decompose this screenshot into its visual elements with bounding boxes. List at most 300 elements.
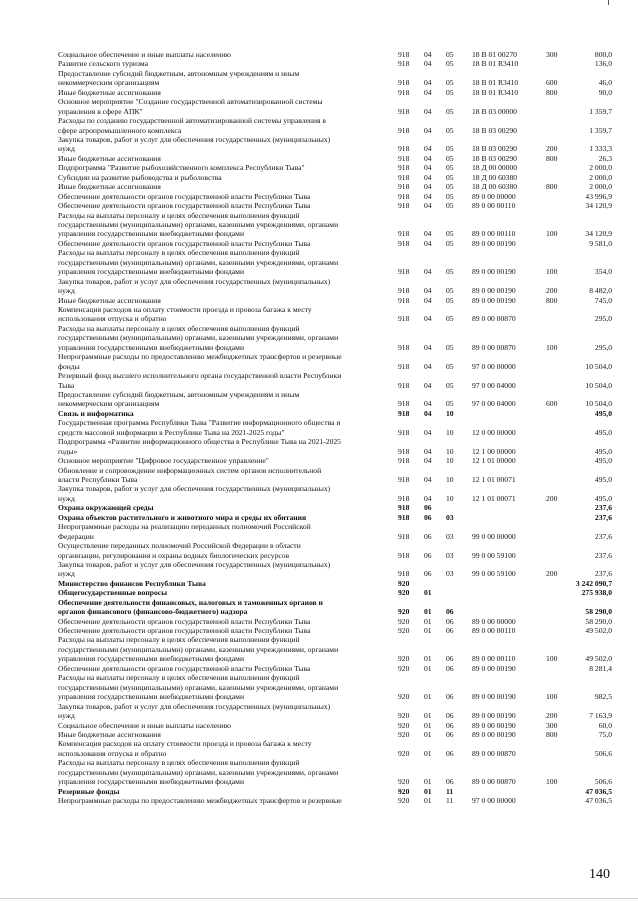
code-subsection: 05 <box>446 361 454 371</box>
amount: 75,0 <box>598 729 612 739</box>
code-subsection: 10 <box>446 408 454 418</box>
row-name-line: Тыва <box>58 380 75 390</box>
code-subsection: 06 <box>446 692 454 702</box>
amount: 982,5 <box>594 692 612 702</box>
code-target-article: 89 0 00 00190 <box>472 729 516 739</box>
row-name <box>58 163 388 172</box>
code-subsection: 06 <box>446 654 454 664</box>
code-section: 04 <box>424 380 432 390</box>
amount: 506,6 <box>594 748 612 758</box>
row-name <box>58 598 388 617</box>
code-section: 04 <box>424 163 432 173</box>
row-name <box>58 59 388 68</box>
code-ved: 918 <box>398 125 410 135</box>
code-subsection: 03 <box>446 512 454 522</box>
row-name-line: Осуществление переданных полномочий Российской Федерации в области <box>58 541 301 551</box>
row-name-line: организации, регулирования и охраны водных биологических ресурсов <box>58 550 290 560</box>
code-ved: 920 <box>398 607 410 617</box>
amount: 1 359,7 <box>589 106 612 116</box>
amount: 2 000,0 <box>589 172 612 182</box>
code-section: 06 <box>424 503 432 513</box>
code-expense-type: 800 <box>546 87 558 97</box>
row-name-line: сфере агропромышленного комплекса <box>58 125 182 135</box>
code-ved: 918 <box>398 550 410 560</box>
table-row <box>0 163 638 172</box>
code-expense-type: 200 <box>546 144 558 154</box>
row-name-line: некоммерческим организациям <box>58 78 160 88</box>
amount: 47 036,5 <box>585 796 612 806</box>
table-row <box>0 617 638 626</box>
code-subsection: 03 <box>446 550 454 560</box>
code-target-article: 89 0 00 00110 <box>472 201 516 211</box>
code-subsection: 05 <box>446 201 454 211</box>
row-name-line: Обеспечение деятельности органов государственной власти Республики Тыва <box>58 616 311 626</box>
row-name <box>58 787 388 796</box>
table-row <box>0 59 638 68</box>
code-section: 04 <box>424 125 432 135</box>
code-subsection: 05 <box>446 314 454 324</box>
code-ved: 920 <box>398 626 410 636</box>
row-name-line: Закупка товаров, работ и услуг для обеспечения государственных (муниципальных) <box>58 134 331 144</box>
code-subsection: 05 <box>446 182 454 192</box>
code-target-article: 18 В 03 00000 <box>472 106 517 116</box>
table-row <box>0 201 638 210</box>
table-row <box>0 787 638 796</box>
table-row <box>0 371 638 390</box>
code-expense-type: 200 <box>546 286 558 296</box>
table-row <box>0 239 638 248</box>
code-target-article: 18 Д 00 60380 <box>472 182 518 192</box>
row-name-line: Общегосударственные вопросы <box>58 588 168 598</box>
table-row <box>0 211 638 239</box>
row-name-line: Расходы на выплаты персоналу в целях обеспечения выполнения функций <box>58 635 300 645</box>
amount: 34 120,9 <box>585 229 612 239</box>
code-expense-type: 300 <box>546 50 558 59</box>
code-section: 04 <box>424 144 432 154</box>
row-name-line: Расходы на выплаты персоналу в целях обеспечения выполнения функций <box>58 673 300 683</box>
row-name-line: Закупка товаров, работ и услуг для обеспечения государственных (муниципальных) <box>58 276 331 286</box>
code-ved: 918 <box>398 531 410 541</box>
code-section: 01 <box>424 796 432 806</box>
code-ved: 918 <box>398 512 410 522</box>
code-subsection: 05 <box>446 229 454 239</box>
row-name <box>58 739 388 758</box>
code-ved: 918 <box>398 474 410 484</box>
table-row <box>0 484 638 503</box>
table-row <box>0 513 638 522</box>
code-section: 01 <box>424 720 432 730</box>
code-ved: 920 <box>398 720 410 730</box>
code-section: 04 <box>424 87 432 97</box>
row-name <box>58 513 388 522</box>
code-expense-type: 800 <box>546 295 558 305</box>
row-name <box>58 201 388 210</box>
table-row <box>0 154 638 163</box>
code-section: 04 <box>424 295 432 305</box>
table-row <box>0 248 638 276</box>
row-name-line: Предоставление субсидий бюджетным, автономным учреждениям и иным <box>58 389 300 399</box>
row-name-line: органов финансового (финансово-бюджетного) надзора <box>58 607 248 617</box>
row-name-line: Развитие сельского туризма <box>58 59 148 69</box>
code-section: 01 <box>424 607 432 617</box>
amount: 9 581,0 <box>589 238 612 248</box>
row-name-line: Непрограммные расходы по предоставлению межбюджетных трансфертов и резервные <box>58 796 342 806</box>
amount: 237,6 <box>594 531 612 541</box>
row-name-line: управления государственными внебюджетными фондами <box>58 267 245 277</box>
amount: 58 290,0 <box>585 616 612 626</box>
amount: 1 333,3 <box>589 144 612 154</box>
row-name-line: Социальное обеспечение и иные выплаты населению <box>58 50 231 59</box>
row-name-line: Подпрограмма «Развитие информационного общества в Республике Тыва на 2021-2025 <box>58 437 341 447</box>
row-name-line: средств массовой информации в Республике Тыва на 2021-2025 годы" <box>58 427 285 437</box>
code-target-article: 89 0 00 00190 <box>472 286 516 296</box>
row-name-line: Обеспечение деятельности органов государственной власти Республики Тыва <box>58 201 311 211</box>
code-target-article: 89 0 00 00190 <box>472 295 516 305</box>
code-ved: 918 <box>398 191 410 201</box>
row-name-line: нужд <box>58 286 75 296</box>
row-name-line: Закупка товаров, работ и услуг для обеспечения государственных (муниципальных) <box>58 701 331 711</box>
row-name <box>58 522 388 541</box>
code-target-article: 89 0 00 00190 <box>472 692 516 702</box>
code-ved: 918 <box>398 201 410 211</box>
amount: 60,0 <box>598 720 612 730</box>
row-name-line: Обеспечение деятельности органов государственной власти Республики Тыва <box>58 191 311 201</box>
code-ved: 918 <box>398 106 410 116</box>
code-subsection: 05 <box>446 380 454 390</box>
row-name-line: управления государственными внебюджетными фондами <box>58 342 245 352</box>
code-section: 01 <box>424 777 432 787</box>
amount: 237,6 <box>594 512 612 522</box>
code-section: 04 <box>424 59 432 69</box>
code-target-article: 99 0 00 59100 <box>472 550 516 560</box>
row-name <box>58 248 388 276</box>
row-name-line: использования отпуска и обратно <box>58 748 167 758</box>
row-name <box>58 626 388 635</box>
code-ved: 918 <box>398 50 410 59</box>
code-target-article: 97 0 00 00000 <box>472 796 516 806</box>
code-expense-type: 100 <box>546 654 558 664</box>
code-ved: 918 <box>398 144 410 154</box>
code-ved: 918 <box>398 229 410 239</box>
row-name <box>58 721 388 730</box>
code-ved: 918 <box>398 456 410 466</box>
row-name-line: Государственная программа Республики Тыва "Развитие информационного общества и <box>58 418 341 428</box>
code-subsection: 05 <box>446 172 454 182</box>
row-name-line: государственными (муниципальными) органами, казенными учреждениями, органами <box>58 219 339 229</box>
row-name-line: Закупка товаров, работ и услуг для обеспечения государственных (муниципальных) <box>58 484 331 494</box>
code-ved: 920 <box>398 692 410 702</box>
row-name <box>58 456 388 465</box>
code-subsection: 05 <box>446 267 454 277</box>
amount: 43 996,9 <box>585 191 612 201</box>
row-name-line: управления государственными внебюджетными фондами <box>58 229 245 239</box>
code-ved: 918 <box>398 59 410 69</box>
row-name-line: Предоставление субсидий бюджетным, автономным учреждениям и иным <box>58 68 300 78</box>
table-row <box>0 135 638 154</box>
code-section: 04 <box>424 191 432 201</box>
code-subsection: 10 <box>446 427 454 437</box>
code-expense-type: 100 <box>546 692 558 702</box>
code-expense-type: 100 <box>546 342 558 352</box>
table-row <box>0 97 638 116</box>
table-row <box>0 409 638 418</box>
code-target-article: 18 В 03 00290 <box>472 144 517 154</box>
amount: 237,6 <box>594 569 612 579</box>
table-row <box>0 437 638 456</box>
code-section: 04 <box>424 314 432 324</box>
code-target-article: 18 Д 00 00000 <box>472 163 518 173</box>
table-row <box>0 721 638 730</box>
row-name-line: Иные бюджетные ассигнования <box>58 87 161 97</box>
amount: 47 036,5 <box>585 786 612 796</box>
code-ved: 918 <box>398 163 410 173</box>
row-name-line: Резервный фонд высшего исполнительного органа государственной власти Республики <box>58 371 342 381</box>
row-name-line: Расходы на выплаты персоналу в целях обеспечения выполнения функций <box>58 323 300 333</box>
row-name-line: государственными (муниципальными) органами, казенными учреждениями, органами <box>58 257 339 267</box>
code-target-article: 89 0 00 00190 <box>472 238 516 248</box>
code-section: 04 <box>424 201 432 211</box>
code-target-article: 89 0 00 00870 <box>472 314 516 324</box>
row-name-line: Обеспечение деятельности финансовых, налоговых и таможенных органов и <box>58 597 323 607</box>
code-subsection: 10 <box>446 474 454 484</box>
table-row <box>0 758 638 786</box>
table-row <box>0 702 638 721</box>
code-ved: 920 <box>398 616 410 626</box>
row-name <box>58 173 388 182</box>
row-name-line: Охрана объектов растительного и животного мира и среды их обитания <box>58 512 307 522</box>
row-name-line: управления государственными внебюджетными фондами <box>58 777 245 787</box>
code-target-article: 89 0 00 00110 <box>472 654 516 664</box>
amount: 495,0 <box>594 427 612 437</box>
row-name-line: Иные бюджетные ассигнования <box>58 295 161 305</box>
amount: 49 502,0 <box>585 654 612 664</box>
code-expense-type: 300 <box>546 720 558 730</box>
code-section: 01 <box>424 654 432 664</box>
row-name-line: нужд <box>58 493 75 503</box>
code-ved: 918 <box>398 295 410 305</box>
row-name <box>58 154 388 163</box>
code-ved: 920 <box>398 777 410 787</box>
code-ved: 920 <box>398 654 410 664</box>
row-name-line: нужд <box>58 569 75 579</box>
row-name-line: Федерации <box>58 531 94 541</box>
scan-edge-line <box>0 898 638 899</box>
row-name <box>58 277 388 296</box>
row-name <box>58 579 388 588</box>
code-ved: 918 <box>398 172 410 182</box>
row-name <box>58 192 388 201</box>
row-name <box>58 296 388 305</box>
row-name-line: управления в сфере АПК" <box>58 106 143 116</box>
row-name <box>58 796 388 805</box>
code-ved: 918 <box>398 267 410 277</box>
code-target-article: 89 0 00 00870 <box>472 342 516 352</box>
table-row <box>0 598 638 617</box>
code-ved: 920 <box>398 729 410 739</box>
code-subsection: 06 <box>446 663 454 673</box>
amount: 237,6 <box>594 503 612 513</box>
code-section: 04 <box>424 172 432 182</box>
row-name-line: Непрограммные расходы по предоставлению межбюджетных трансфертов и резервные <box>58 352 342 362</box>
code-target-article: 99 0 00 00000 <box>472 531 516 541</box>
table-row <box>0 296 638 305</box>
row-name <box>58 305 388 324</box>
code-section: 01 <box>424 692 432 702</box>
table-row <box>0 352 638 371</box>
row-name <box>58 503 388 512</box>
amount: 495,0 <box>594 493 612 503</box>
code-target-article: 97 0 00 04000 <box>472 380 516 390</box>
amount: 46,0 <box>598 78 612 88</box>
code-subsection: 06 <box>446 729 454 739</box>
row-name-line: Обеспечение деятельности органов государственной власти Республики Тыва <box>58 626 311 636</box>
code-ved: 918 <box>398 153 410 163</box>
amount: 2 000,0 <box>589 182 612 192</box>
amount: 745,0 <box>594 295 612 305</box>
code-target-article: 18 Д 00 60380 <box>472 172 518 182</box>
table-row <box>0 69 638 88</box>
code-section: 01 <box>424 711 432 721</box>
code-ved: 918 <box>398 446 410 456</box>
row-name-line: годы» <box>58 446 78 456</box>
code-target-article: 89 0 00 00110 <box>472 626 516 636</box>
table-row <box>0 192 638 201</box>
amount: 295,0 <box>594 342 612 352</box>
table-row <box>0 522 638 541</box>
code-target-article: 12 1 01 00000 <box>472 456 516 466</box>
code-ved: 920 <box>398 786 410 796</box>
code-subsection: 05 <box>446 163 454 173</box>
code-target-article: 18 В 01 R3410 <box>472 78 519 88</box>
amount: 3 242 090,7 <box>575 578 612 588</box>
table-row <box>0 730 638 739</box>
row-name <box>58 437 388 456</box>
code-ved: 920 <box>398 748 410 758</box>
code-subsection: 05 <box>446 238 454 248</box>
row-name-line: Обеспечение деятельности органов государственной власти Республики Тыва <box>58 663 311 673</box>
row-name-line: Расходы на выплаты персоналу в целях обеспечения выполнения функций <box>58 758 300 768</box>
amount: 136,0 <box>594 59 612 69</box>
code-section: 04 <box>424 427 432 437</box>
code-target-article: 89 0 00 00000 <box>472 191 516 201</box>
row-name-line: нужд <box>58 711 75 721</box>
row-name <box>58 211 388 239</box>
code-ved: 918 <box>398 493 410 503</box>
code-subsection: 05 <box>446 191 454 201</box>
code-ved: 918 <box>398 380 410 390</box>
row-name-line: Непрограммные расходы на реализацию переданных полномочий Российской <box>58 522 311 532</box>
code-subsection: 05 <box>446 144 454 154</box>
row-name <box>58 371 388 390</box>
row-name <box>58 182 388 191</box>
row-name-line: Компенсация расходов на оплату стоимости проезда и провоза багажа к месту <box>58 739 312 749</box>
table-row <box>0 503 638 512</box>
code-section: 04 <box>424 267 432 277</box>
code-target-article: 89 0 00 00190 <box>472 663 516 673</box>
row-name-line: некоммерческим организациям <box>58 399 160 409</box>
code-section: 04 <box>424 493 432 503</box>
row-name-line: нужд <box>58 144 75 154</box>
amount: 800,0 <box>594 50 612 59</box>
row-name-line: Иные бюджетные ассигнования <box>58 729 161 739</box>
table-row <box>0 739 638 758</box>
code-subsection: 06 <box>446 616 454 626</box>
code-ved: 918 <box>398 569 410 579</box>
row-name-line: Основное мероприятие "Создание государственной автоматизированной системы <box>58 97 323 107</box>
code-ved: 920 <box>398 588 410 598</box>
code-section: 04 <box>424 182 432 192</box>
table-row <box>0 541 638 560</box>
table-row <box>0 588 638 597</box>
code-subsection: 10 <box>446 493 454 503</box>
row-name <box>58 541 388 560</box>
row-name <box>58 617 388 626</box>
code-ved: 918 <box>398 408 410 418</box>
table-row <box>0 277 638 296</box>
code-ved: 918 <box>398 182 410 192</box>
code-section: 04 <box>424 286 432 296</box>
code-section: 01 <box>424 626 432 636</box>
row-name <box>58 88 388 97</box>
code-ved: 920 <box>398 711 410 721</box>
code-subsection: 05 <box>446 106 454 116</box>
code-section: 01 <box>424 588 432 598</box>
code-ved: 918 <box>398 314 410 324</box>
code-ved: 920 <box>398 578 410 588</box>
row-name <box>58 635 388 663</box>
code-subsection: 05 <box>446 286 454 296</box>
row-name <box>58 560 388 579</box>
row-name-line: Связь и информатика <box>58 408 134 418</box>
row-name-line: Основное мероприятие "Цифровое государственное управление" <box>58 456 269 466</box>
code-target-article: 18 В 03 00290 <box>472 125 517 135</box>
code-subsection: 10 <box>446 446 454 456</box>
budget-table <box>0 50 638 805</box>
table-row <box>0 626 638 635</box>
code-section: 01 <box>424 786 432 796</box>
code-target-article: 89 0 00 00110 <box>472 229 516 239</box>
table-row <box>0 456 638 465</box>
table-row <box>0 88 638 97</box>
table-row <box>0 173 638 182</box>
row-name-line: Обновление и сопровождение информационных систем органов исполнительной <box>58 465 322 475</box>
row-name-line: Расходы по созданию государственной автоматизированной системы управления в <box>58 116 326 126</box>
amount: 10 504,0 <box>585 380 612 390</box>
code-subsection: 05 <box>446 59 454 69</box>
table-row <box>0 466 638 485</box>
code-section: 04 <box>424 238 432 248</box>
code-expense-type: 200 <box>546 711 558 721</box>
row-name-line: Иные бюджетные ассигнования <box>58 182 161 192</box>
table-row <box>0 635 638 663</box>
code-ved: 918 <box>398 286 410 296</box>
code-target-article: 89 0 00 00870 <box>472 777 516 787</box>
code-section: 04 <box>424 399 432 409</box>
row-name <box>58 418 388 437</box>
code-ved: 920 <box>398 796 410 806</box>
code-section: 06 <box>424 531 432 541</box>
code-target-article: 89 0 00 00190 <box>472 267 516 277</box>
code-subsection: 05 <box>446 50 454 59</box>
code-expense-type: 800 <box>546 153 558 163</box>
table-row <box>0 560 638 579</box>
amount: 495,0 <box>594 408 612 418</box>
amount: 8 281,4 <box>589 663 612 673</box>
row-name <box>58 484 388 503</box>
amount: 495,0 <box>594 446 612 456</box>
row-name-line: Охрана окружающей среды <box>58 503 154 513</box>
code-expense-type: 600 <box>546 399 558 409</box>
